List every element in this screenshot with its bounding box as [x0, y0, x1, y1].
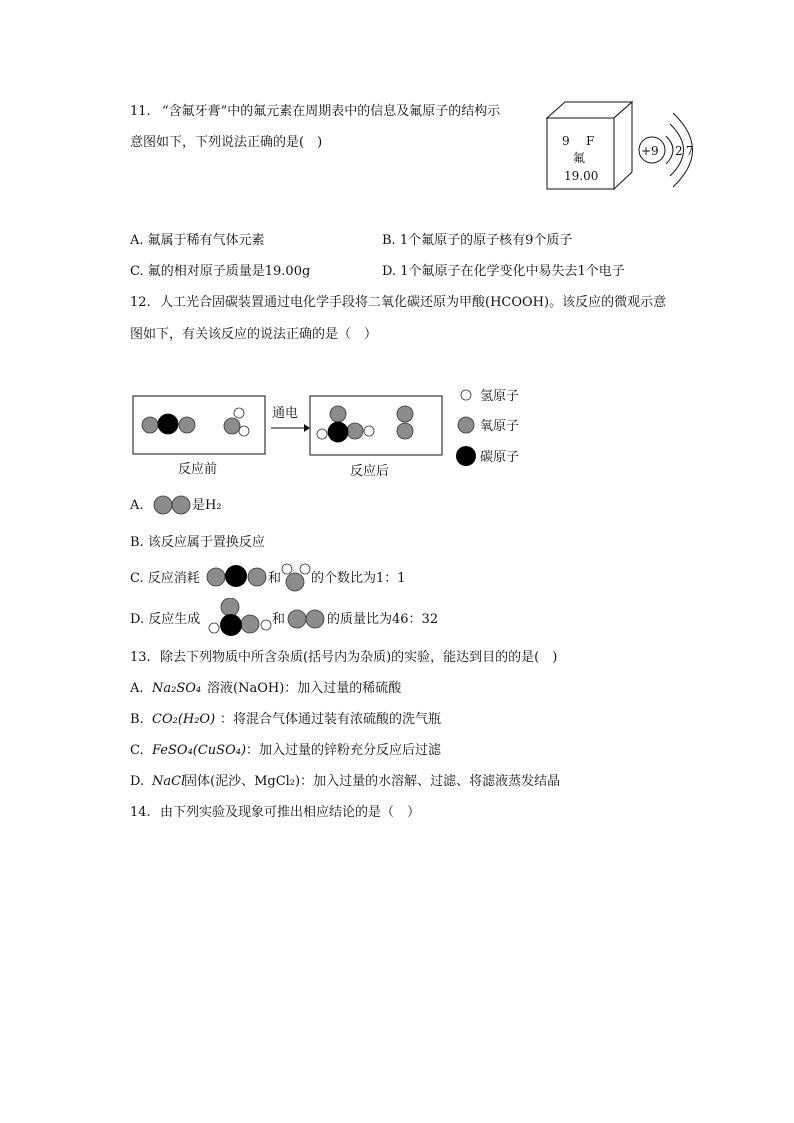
q12-option-b: B. 该反应属于置换反应 [130, 535, 265, 550]
q12-option-d-suffix: 的质量比为46：32 [327, 612, 439, 627]
q13-option-d-text: 固体(泥沙、MgCl₂)：加入过量的水溶解、过滤、将滤液蒸发结晶 [184, 774, 561, 789]
legend-oxygen: 氧原子 [480, 419, 520, 434]
hcooh-molecule [205, 598, 273, 638]
nucleus-charge: +9 [641, 144, 659, 158]
co2-molecule [205, 563, 269, 591]
q12-number: 12. [130, 295, 151, 310]
q11-option-a: A. 氟属于稀有气体元素 [130, 233, 265, 248]
shell2-electrons: 7 [686, 144, 694, 158]
q11-option-c: C. 氟的相对原子质量是19.00g [130, 264, 311, 279]
q12-option-c-mid: 和 [268, 571, 282, 586]
q12-stem-line2: 图如下，有关该反应的说法正确的是（ ） [130, 327, 378, 342]
element-symbol: F [586, 134, 595, 148]
q13-option-c-label: C. [130, 743, 144, 758]
legend-hydrogen: 氢原子 [480, 389, 520, 404]
element-name: 氟 [573, 151, 586, 165]
q14-stem: 由下列实验及现象可推出相应结论的是（ ） [160, 805, 421, 820]
legend-hydrogen-swatch [461, 390, 471, 400]
q13-option-c-text: ：加入过量的锌粉充分反应后过滤 [246, 743, 442, 758]
q13-option-b-label: B. [130, 712, 144, 727]
q11-stem-line1: “含氟牙膏”中的氟元素在周期表中的信息及氟原子的结构示 [162, 104, 501, 119]
q13-option-d-label: D. [130, 774, 145, 789]
q13-option-a-formula: Na₂SO₄ [152, 681, 202, 696]
h2o-molecule [280, 562, 312, 594]
q11-stem-line2: 意图如下，下列说法正确的是( ) [130, 135, 323, 150]
reaction-diagram [128, 383, 548, 483]
q13-option-a-label: A. [130, 681, 144, 696]
q12-option-c-prefix: C. 反应消耗 [130, 571, 200, 586]
q12-option-a-text: 是H₂ [192, 498, 222, 513]
q13-option-d-formula: NaCl [152, 774, 186, 789]
q12-option-d-prefix: D. 反应生成 [130, 612, 201, 627]
q12-option-a-label: A. [130, 498, 144, 513]
legend-carbon: 碳原子 [480, 450, 520, 465]
o2-molecule [286, 607, 328, 631]
after-label: 反应后 [350, 464, 390, 479]
q11-number: 11. [130, 104, 151, 119]
fluorine-figure [540, 100, 700, 196]
after-box [310, 396, 442, 455]
q13-option-b-formula: CO₂(H₂O) [152, 712, 216, 727]
q13-option-b-text: ：将混合气体通过装有浓硫酸的洗气瓶 [220, 712, 442, 727]
q12-option-d-mid: 和 [272, 612, 286, 627]
arrow-label: 通电 [272, 406, 299, 421]
element-atomic-number: 9 [562, 134, 570, 148]
q11-option-d: D. 1个氟原子在化学变化中易失去1个电子 [382, 264, 625, 279]
q11-option-b: B. 1个氟原子的原子核有9个质子 [382, 233, 573, 248]
q13-option-a-text: 溶液(NaOH)：加入过量的稀硫酸 [207, 681, 402, 696]
q13-number: 13. [130, 650, 151, 665]
legend-carbon-swatch [456, 446, 476, 466]
legend-oxygen-swatch [458, 417, 474, 433]
before-label: 反应前 [178, 462, 218, 477]
element-mass: 19.00 [564, 169, 599, 183]
q14-number: 14. [130, 805, 151, 820]
q13-stem: 除去下列物质中所含杂质(括号内为杂质)的实验，能达到目的的是( ) [160, 650, 558, 665]
arrow-head [304, 424, 310, 432]
electron-shell-1 [666, 136, 673, 164]
q12-option-c-suffix: 的个数比为1：1 [311, 571, 406, 586]
q12-stem-line1: 人工光合固碳装置通过电化学手段将二氧化碳还原为甲酸(HCOOH)。该反应的微观示意 [160, 295, 667, 310]
shell1-electrons: 2 [675, 144, 683, 158]
h2-molecule-gray [152, 493, 194, 517]
q13-option-c-formula: FeSO₄(CuSO₄) [152, 743, 247, 758]
